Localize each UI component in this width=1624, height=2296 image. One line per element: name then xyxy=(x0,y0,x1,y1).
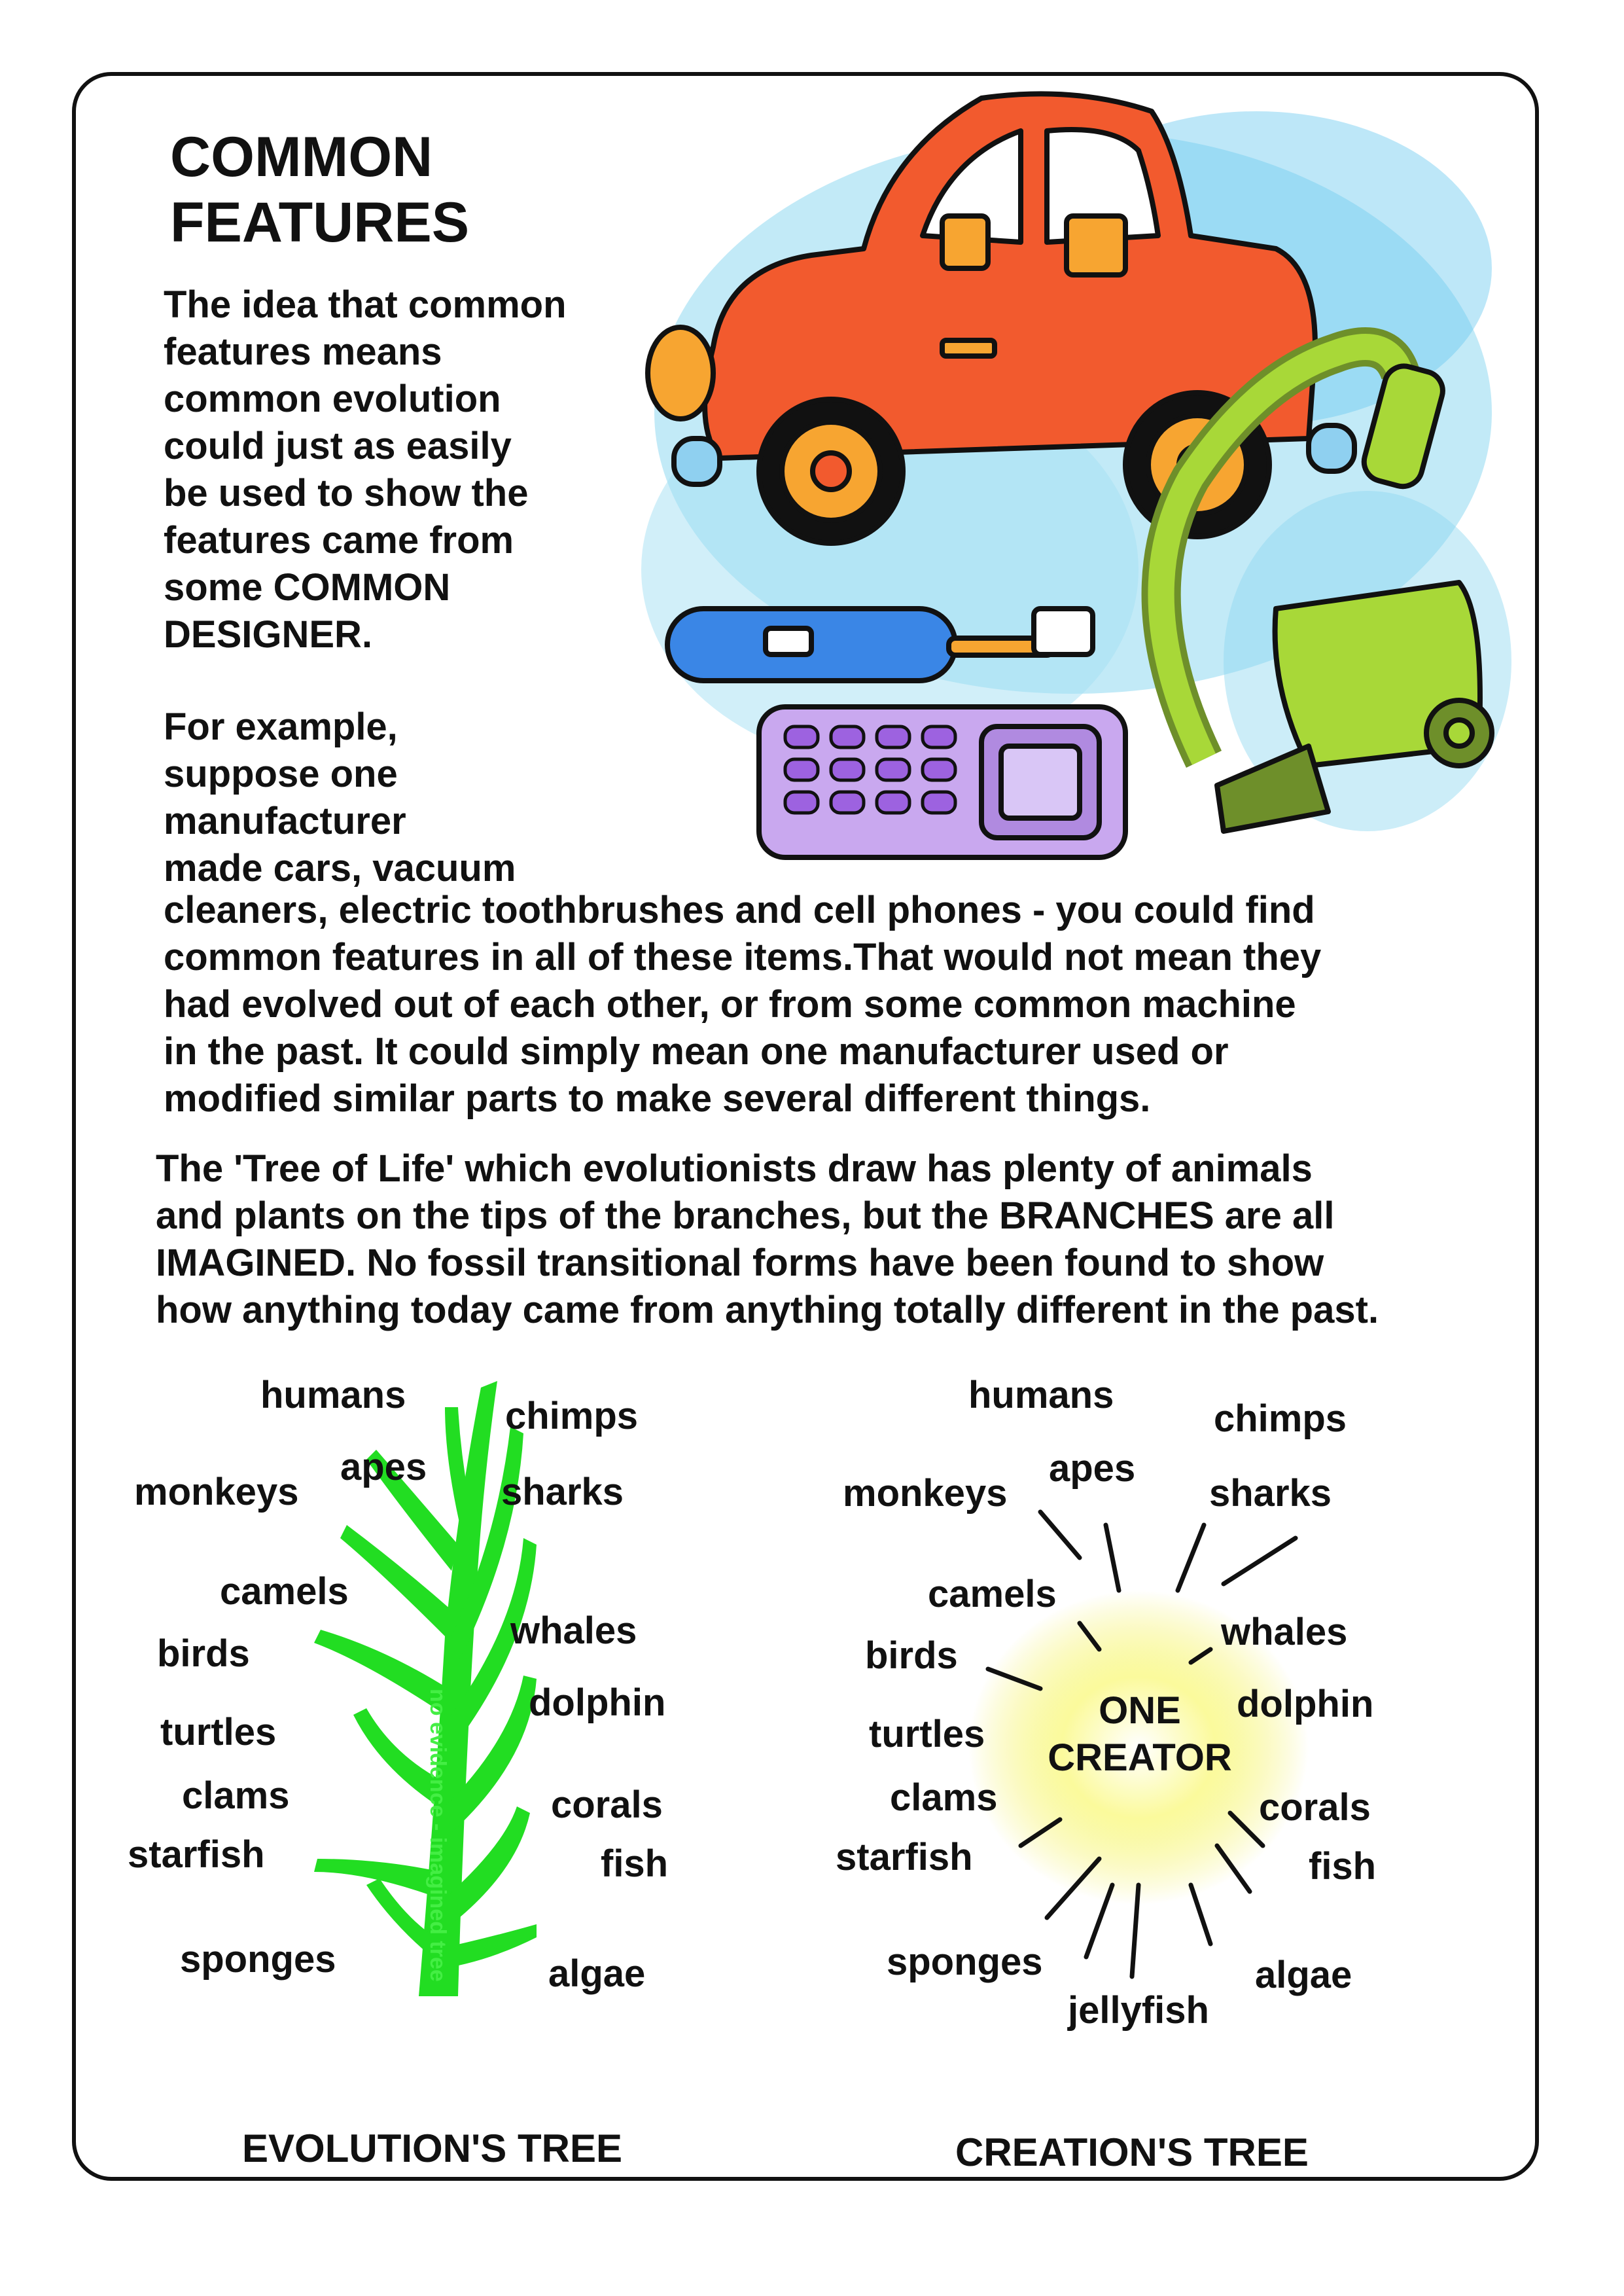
evo-label-algae: algae xyxy=(548,1952,646,1995)
one-creator-label: ONE CREATOR xyxy=(1048,1689,1232,1779)
cre-label-sharks: sharks xyxy=(1209,1472,1332,1515)
machines-illustration xyxy=(615,72,1518,870)
tree-of-life-paragraph: The 'Tree of Life' which evolutionists draw has plenty of animals and plants on the tips of the branches, but the BRANCHES are all IMAGINED. No fossil transitional forms have been found to show how anything today came from anything totally different in the past. xyxy=(156,1147,1379,1331)
evo-label-clams: clams xyxy=(182,1774,290,1817)
cre-label-jellyfish: jellyfish xyxy=(1068,1989,1209,2032)
evo-label-whales: whales xyxy=(510,1609,637,1652)
cre-label-clams: clams xyxy=(890,1776,998,1819)
cre-label-apes: apes xyxy=(1049,1447,1136,1490)
cre-label-sponges: sponges xyxy=(887,1941,1043,1983)
cre-label-chimps: chimps xyxy=(1214,1397,1347,1440)
cre-label-whales: whales xyxy=(1221,1611,1348,1653)
creation-tree-caption: CREATION'S TREE xyxy=(955,2130,1309,2174)
cre-label-dolphin: dolphin xyxy=(1237,1683,1374,1725)
evo-label-camels: camels xyxy=(220,1570,349,1613)
evo-label-starfish: starfish xyxy=(128,1833,265,1876)
page-title: COMMON FEATURES xyxy=(170,126,470,254)
example-paragraph: For example, suppose one manufacturer made cars, vacuum xyxy=(164,706,516,889)
evolution-tree-trunk-text: no evidence - imagined tree xyxy=(425,1689,450,1982)
evo-label-chimps: chimps xyxy=(505,1395,639,1437)
evo-label-sharks: sharks xyxy=(501,1471,624,1513)
cre-label-fish: fish xyxy=(1309,1845,1377,1888)
evo-label-humans: humans xyxy=(260,1374,406,1416)
evo-label-sponges: sponges xyxy=(180,1938,336,1981)
cre-label-camels: camels xyxy=(928,1573,1057,1615)
evo-label-apes: apes xyxy=(340,1446,427,1488)
cre-label-starfish: starfish xyxy=(836,1836,973,1878)
evolution-tree-caption: EVOLUTION'S TREE xyxy=(242,2126,622,2170)
cre-label-algae: algae xyxy=(1255,1954,1352,1996)
evo-label-birds: birds xyxy=(157,1632,250,1675)
cre-label-corals: corals xyxy=(1259,1786,1371,1829)
cre-label-turtles: turtles xyxy=(869,1713,985,1755)
evo-label-fish: fish xyxy=(601,1842,669,1885)
evo-label-dolphin: dolphin xyxy=(529,1681,666,1724)
example-paragraph-continued: cleaners, electric toothbrushes and cell phones - you could find common features in all of these items.That would not mean they had evolved out of each other, or from some common machine in the past. It could simply mean one manufacturer used or modified similar parts to make several different things. xyxy=(164,889,1322,1120)
cre-label-birds: birds xyxy=(865,1634,958,1677)
cell-phone xyxy=(759,707,1125,857)
evo-label-turtles: turtles xyxy=(160,1711,277,1753)
evo-label-corals: corals xyxy=(551,1784,663,1826)
cre-label-humans: humans xyxy=(968,1374,1114,1416)
evo-label-monkeys: monkeys xyxy=(134,1471,299,1513)
cre-label-monkeys: monkeys xyxy=(843,1472,1008,1515)
intro-paragraph: The idea that common features means common evolution could just as easily be used to show the features came from some COMMON DESIGNER. xyxy=(164,283,567,656)
